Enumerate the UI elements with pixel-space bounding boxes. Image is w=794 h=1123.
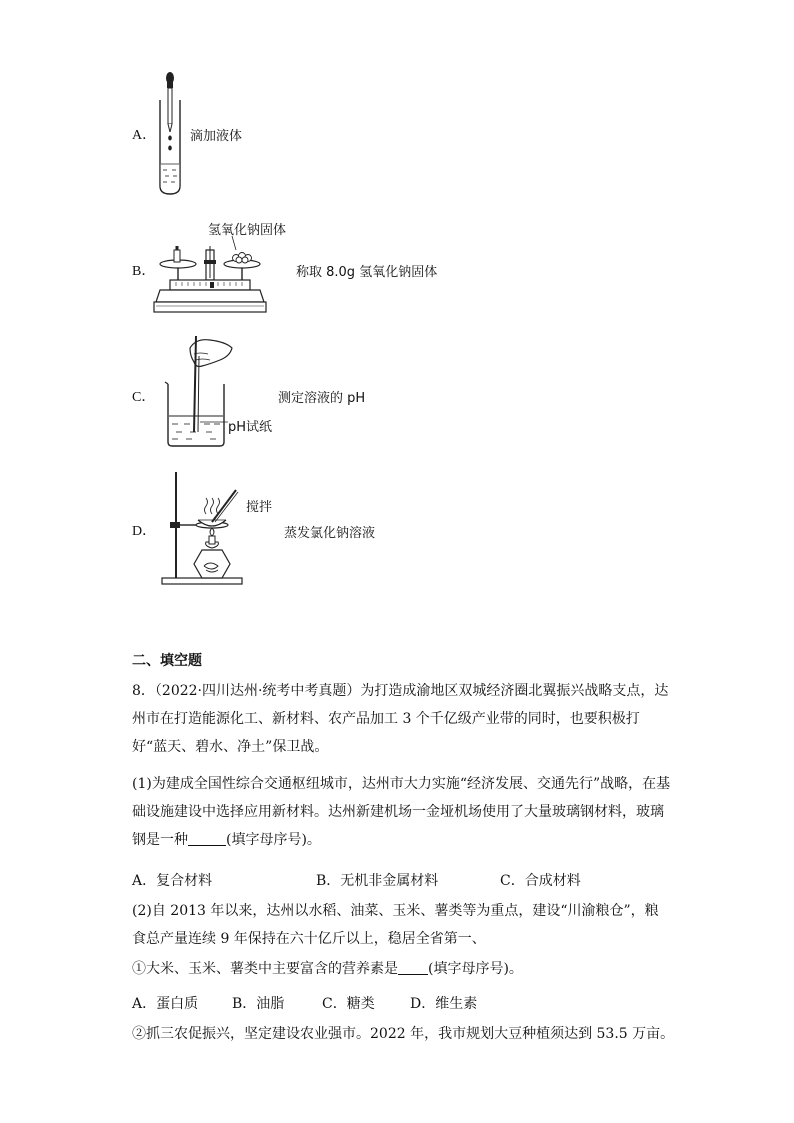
q8-intro: 8．（2022·四川达州·统考中考真题）为打造成渝地区双城经济圈北翼振兴战略支点，达州市在打造能源化工、新材料、农产品加工 3 个千亿级产业带的同时，也要积极打好“蓝天、碧水、净土”保卫战。 [132, 683, 669, 755]
choice-a: A．复合材料 [132, 873, 213, 889]
ph-paper-label: pH试纸 [228, 420, 273, 435]
option-b-letter: B． [132, 264, 156, 279]
q8-part2-1 [132, 955, 672, 983]
option-a-letter: A． [132, 128, 157, 143]
q8-part2-1-text: ①大米、玉米、薯类中主要富含的营养素是 [132, 961, 398, 977]
option-c-caption: 测定溶液的 pH [278, 391, 366, 406]
answer-blank-1[interactable] [188, 831, 226, 846]
q8-part2: (2)自 2013 年以来，达州以水稻、油菜、玉米、薯类等为重点，建设“川渝粮仓”，粮食总产量连续 9 年保持在六十亿斤以上，稳居全省第一、 [132, 903, 659, 947]
option-d-letter: D． [132, 524, 157, 539]
balance-scale-figure [150, 236, 270, 316]
q8-part1-suffix: (填字母序号)。 [226, 832, 321, 848]
option-c-letter: C． [132, 390, 156, 405]
q8-part1-text: (1)为建成全国性综合交通枢纽城市，达州市大力实施“经济发展、交通先行”战略，在基础设施建设中选择应用新材料。达州新建机场一金垭机场使用了大量玻璃钢材料，玻璃钢是一种 [132, 776, 671, 848]
dropper-test-tube-figure [150, 70, 190, 196]
evaporation-apparatus-figure [160, 470, 246, 586]
stir-label: 搅拌 [246, 500, 273, 515]
q8-part2-1-suffix: (填字母序号)。 [428, 961, 523, 977]
section-title: 二、填空题 [132, 653, 202, 669]
choice-c: C．合成材料 [500, 873, 581, 889]
option-d-caption: 蒸发氯化钠溶液 [284, 526, 376, 541]
option-b-top-label: 氢氧化钠固体 [208, 223, 287, 238]
choice-d: D．维生素 [410, 996, 478, 1012]
option-b-caption: 称取 8.0g 氢氧化钠固体 [296, 265, 438, 280]
choice-c: C．糖类 [322, 996, 375, 1012]
answer-blank-2[interactable] [398, 960, 428, 975]
choice-b: B．油脂 [232, 996, 285, 1012]
choice-b: B．无机非金属材料 [316, 873, 439, 889]
q8-part2-2: ②抓三农促振兴，坚定建设农业强市。2022 年，我市规划大豆种植须达到 53.5 万亩。 [132, 1026, 675, 1042]
option-a-caption: 滴加液体 [190, 129, 243, 144]
choice-a: A．蛋白质 [132, 996, 199, 1012]
q8-part1 [132, 770, 672, 854]
